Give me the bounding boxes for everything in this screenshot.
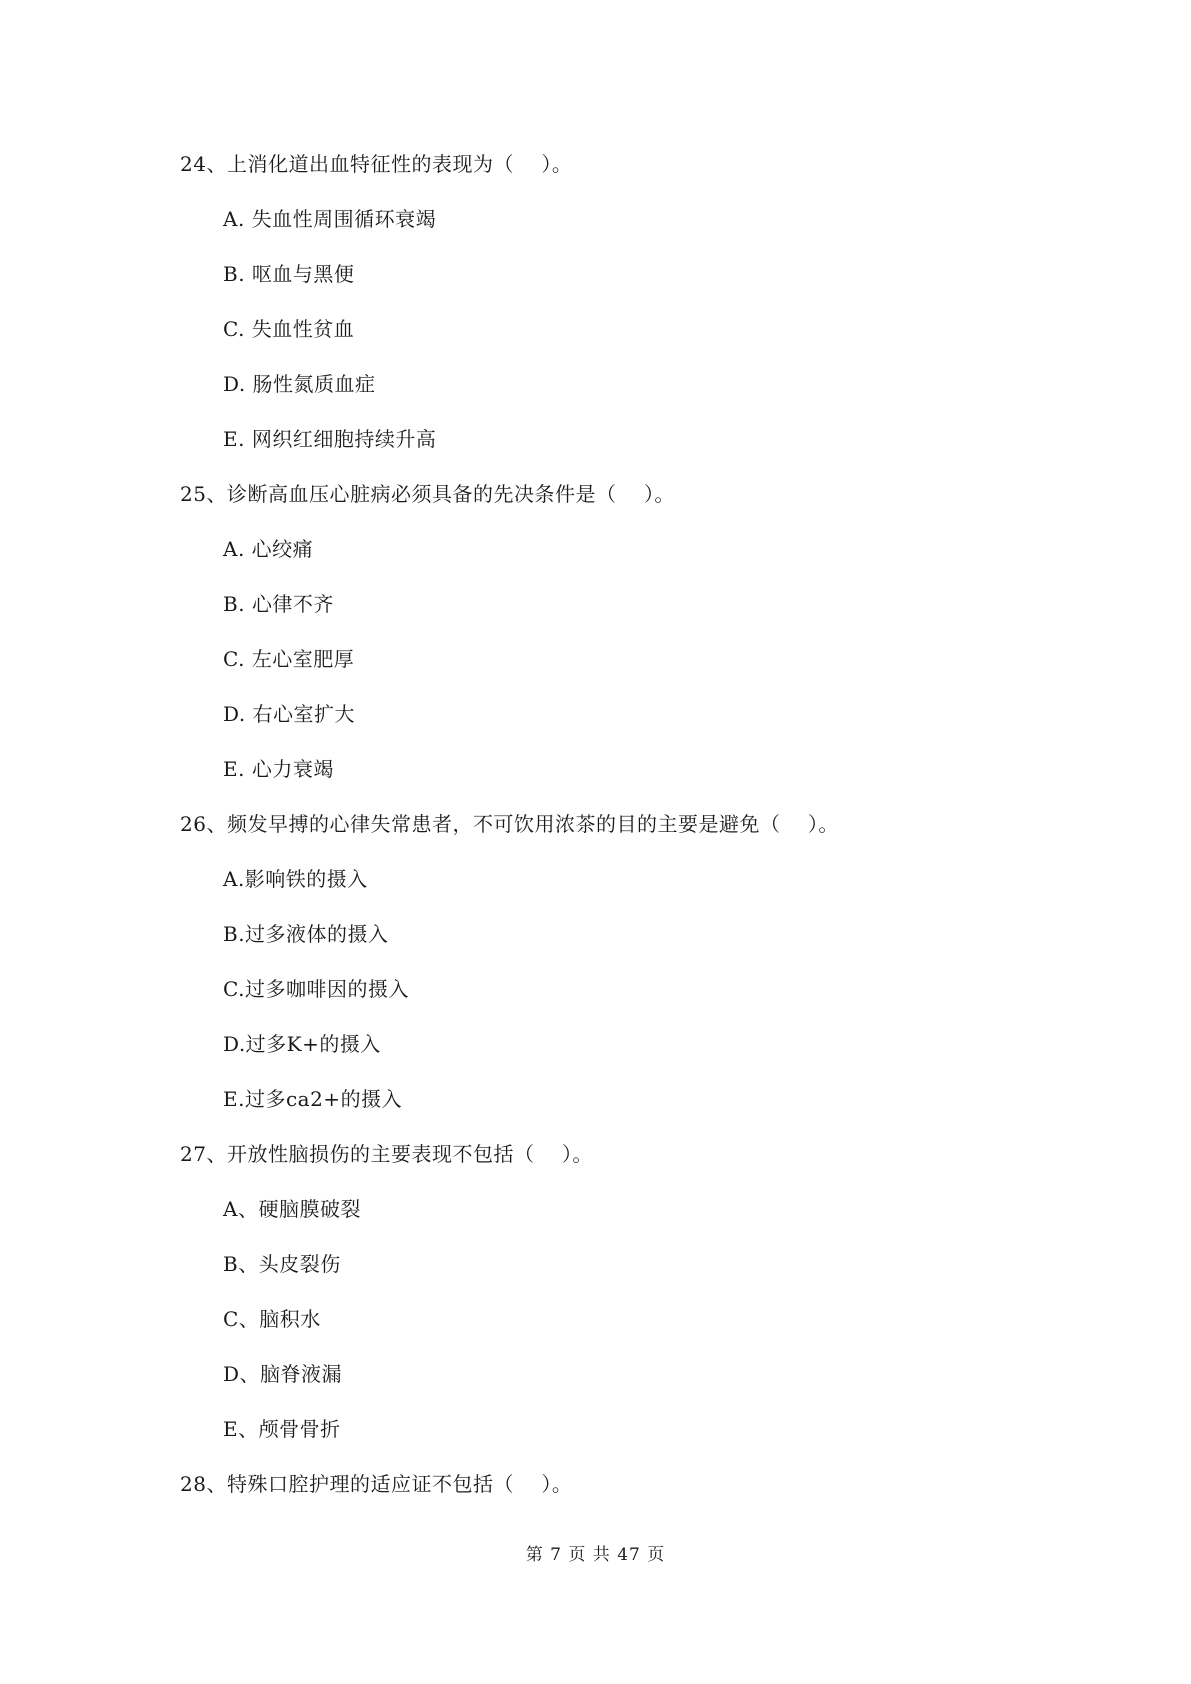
question-25-option-b: B. 心律不齐 [223, 592, 334, 616]
question-26-option-b: B.过多液体的摄入 [223, 922, 389, 946]
question-26-option-d: D.过多K+的摄入 [223, 1032, 381, 1056]
question-26-option-e: E.过多ca2+的摄入 [223, 1087, 403, 1111]
question-27-option-c: C、脑积水 [223, 1307, 321, 1331]
question-25-option-a: A. 心绞痛 [223, 537, 314, 561]
question-27-option-e: E、颅骨骨折 [223, 1417, 341, 1441]
question-24-stem: 24、上消化道出血特征性的表现为（ ）。 [180, 152, 573, 176]
question-24-option-a: A. 失血性周围循环衰竭 [223, 207, 437, 231]
question-27-stem: 27、开放性脑损伤的主要表现不包括（ ）。 [180, 1142, 593, 1166]
question-24-option-d: D. 肠性氮质血症 [223, 372, 376, 396]
question-24-option-e: E. 网织红细胞持续升高 [223, 427, 437, 451]
question-24-option-b: B. 呕血与黑便 [223, 262, 355, 286]
question-27-option-d: D、脑脊液漏 [223, 1362, 343, 1386]
question-24-option-c: C. 失血性贫血 [223, 317, 355, 341]
question-26-stem: 26、频发早搏的心律失常患者，不可饮用浓茶的目的主要是避免（ ）。 [180, 812, 839, 836]
question-27-option-a: A、硬脑膜破裂 [223, 1197, 361, 1221]
question-27-option-b: B、头皮裂伤 [223, 1252, 341, 1276]
question-25-option-c: C. 左心室肥厚 [223, 647, 355, 671]
question-26-option-c: C.过多咖啡因的摄入 [223, 977, 409, 1001]
page-number-footer: 第 7 页 共 47 页 [525, 1545, 666, 1565]
question-25-option-e: E. 心力衰竭 [223, 757, 334, 781]
question-25-stem: 25、诊断高血压心脏病必须具备的先决条件是（ ）。 [180, 482, 675, 506]
question-26-option-a: A.影响铁的摄入 [223, 867, 368, 891]
question-28-stem: 28、特殊口腔护理的适应证不包括（ ）。 [180, 1472, 573, 1496]
question-25-option-d: D. 右心室扩大 [223, 702, 356, 726]
